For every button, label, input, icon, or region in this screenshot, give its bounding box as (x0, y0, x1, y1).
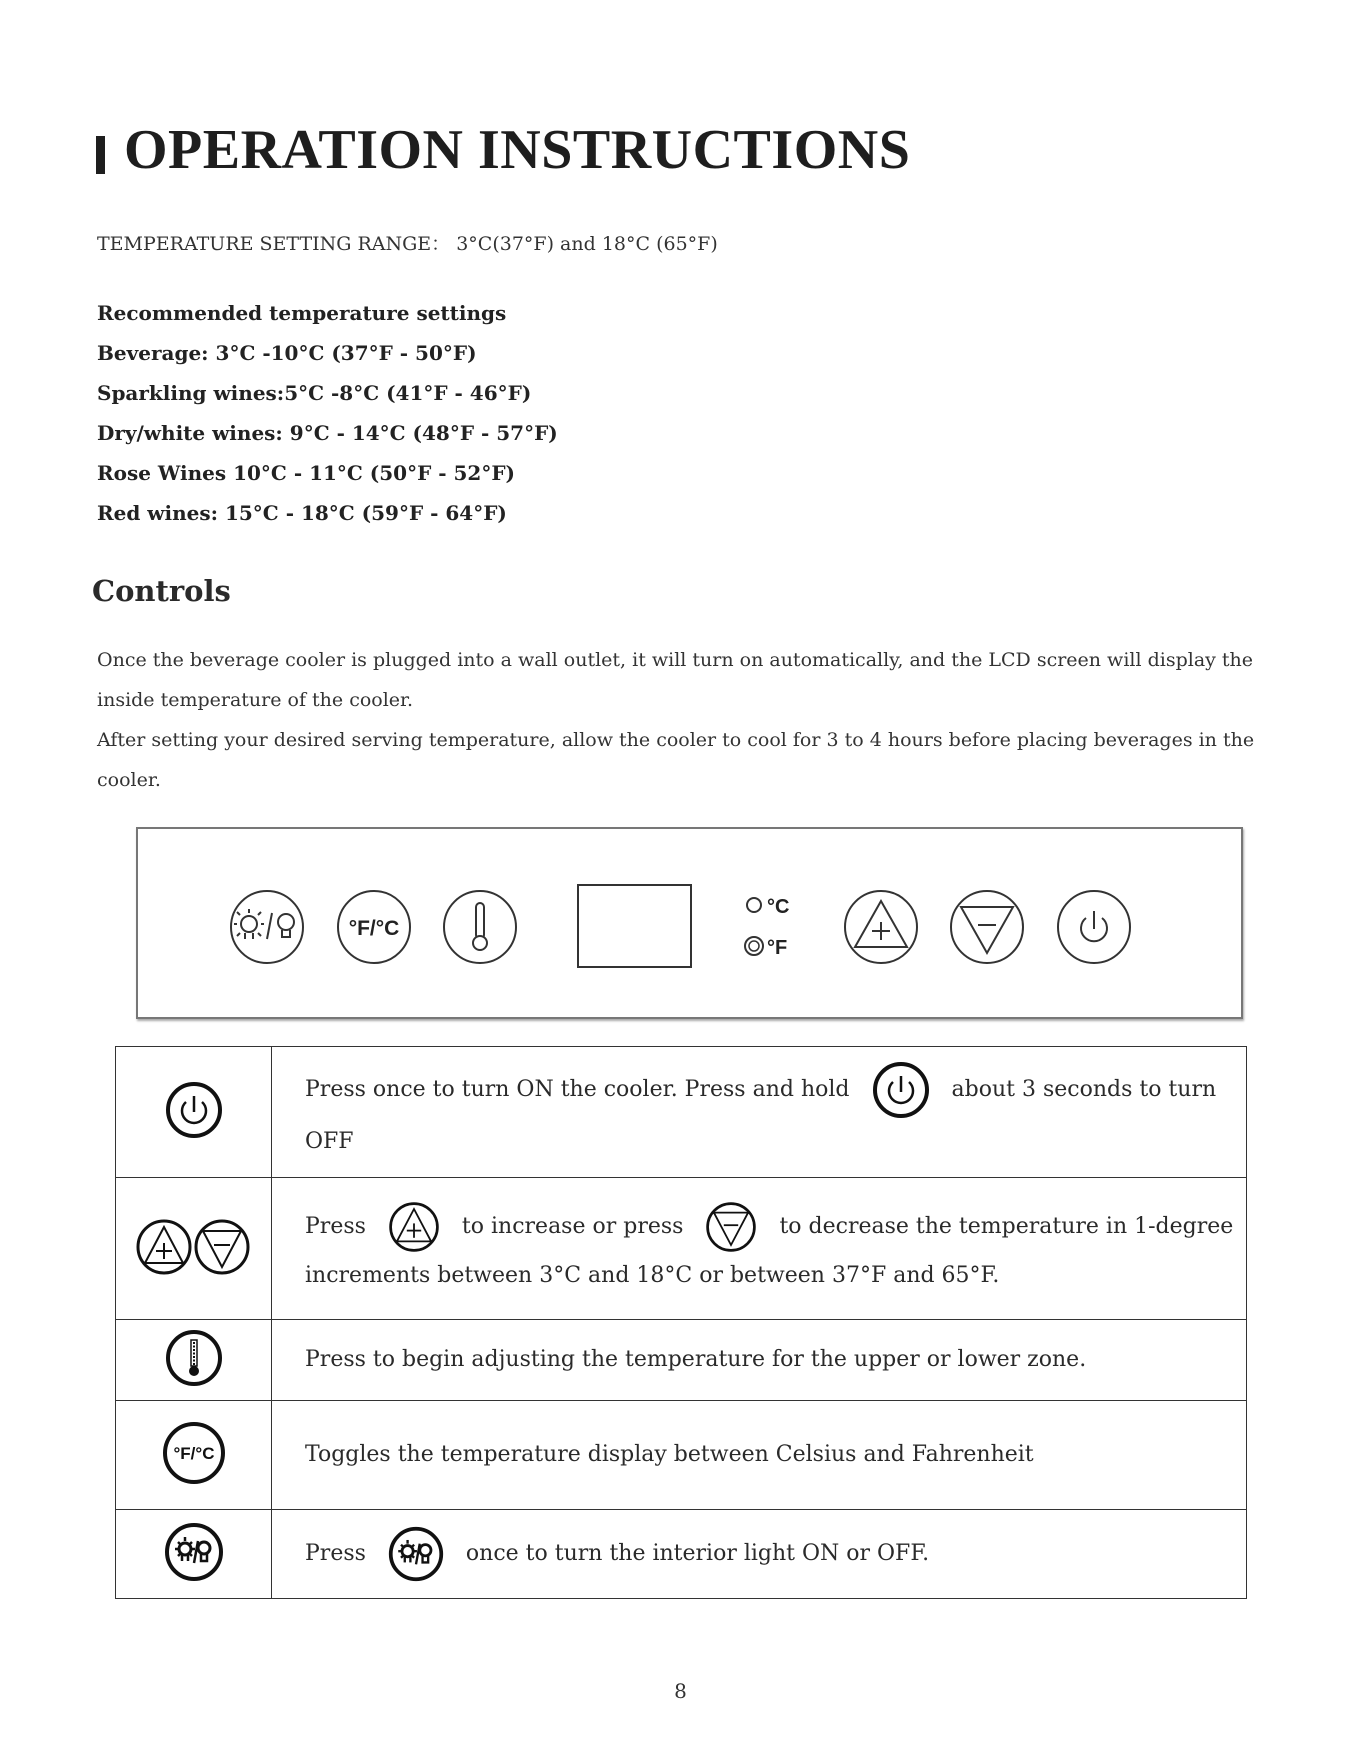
thermometer-icon (164, 1328, 224, 1388)
controls-heading: Controls (92, 574, 231, 608)
minus-icon (196, 1221, 248, 1273)
temperature-range: TEMPERATURE SETTING RANGE： 3°C(37°F) and 18°C (65°F) (97, 233, 718, 255)
table-row (116, 1401, 1247, 1510)
plus-icon (138, 1221, 190, 1273)
lcd-display (578, 885, 691, 967)
description-cell (272, 1178, 1247, 1320)
page-title (94, 118, 910, 182)
light-icon (231, 891, 303, 963)
table-row (116, 1047, 1247, 1178)
recommended-heading: Recommended temperature settings (97, 301, 507, 325)
description-cell (272, 1047, 1247, 1178)
recommended-item: Dry/white wines: 9°C - 14°C (48°F - 57°F) (97, 421, 558, 445)
fahrenheit-celsius-icon (161, 1420, 227, 1486)
light-icon (163, 1521, 225, 1583)
plus-icon (387, 1200, 441, 1254)
table-row (116, 1510, 1247, 1599)
fahrenheit-celsius-icon (338, 891, 410, 963)
page-number: 8 (674, 1679, 687, 1703)
power-icon (164, 1080, 224, 1140)
controls-text (97, 640, 1277, 800)
recommended-item: Sparkling wines:5°C -8°C (41°F - 46°F) (97, 381, 532, 405)
power-icon (871, 1060, 931, 1120)
description-cell: Toggles the temperature display between Celsius and Fahrenheit (272, 1401, 1247, 1510)
table-row (116, 1320, 1247, 1401)
description-cell (272, 1510, 1247, 1599)
icon-cell (116, 1047, 272, 1178)
icon-cell (116, 1510, 272, 1599)
up-down-icons (134, 1217, 254, 1277)
unit-celsius: °C (767, 896, 790, 918)
recommended-item: Rose Wines 10°C - 11°C (50°F - 52°F) (97, 461, 516, 485)
controls-paragraph: After setting your desired serving temperature, allow the cooler to cool for 3 to 4 hours before placing beverages in the cooler. (97, 729, 1255, 791)
light-text-before: Press (305, 1541, 366, 1566)
recommended-item: Beverage: 3°C -10°C (37°F - 50°F) (97, 341, 477, 365)
light-text-after: once to turn the interior light ON or OFF. (465, 1541, 930, 1566)
table-row (116, 1178, 1247, 1320)
unit-fahrenheit: °F (767, 937, 788, 959)
page-title-text: OPERATION INSTRUCTIONS (124, 119, 911, 181)
power-text-after: about 3 seconds to turn OFF (305, 1077, 1217, 1154)
description-cell: Press to begin adjusting the temperature for the upper or lower zone. (272, 1320, 1247, 1401)
controls-legend-table (115, 1046, 1247, 1599)
updown-text2: to increase or press (461, 1213, 684, 1239)
recommended-settings (97, 300, 558, 540)
light-icon (387, 1525, 445, 1583)
fc-label: °F/°C (173, 1444, 214, 1463)
thermometer-icon (444, 891, 516, 963)
icon-cell (116, 1320, 272, 1401)
updown-text1: Press (305, 1213, 366, 1239)
unit-indicators (745, 896, 789, 959)
control-panel-diagram (136, 827, 1243, 1019)
power-text-before: Press once to turn ON the cooler. Press and hold (305, 1077, 850, 1102)
updown-text3: to decrease the temperature in 1-degree increments between 3°C and 18°C or between 37°F and 65°F. (305, 1213, 1234, 1288)
fc-label: °F/°C (348, 917, 400, 940)
controls-paragraph: Once the beverage cooler is plugged into a wall outlet, it will turn on automatically, and the LCD screen will display the inside temperature of the cooler. (97, 649, 1254, 711)
power-icon (1058, 891, 1130, 963)
plus-icon (845, 891, 917, 963)
recommended-item: Red wines: 15°C - 18°C (59°F - 64°F) (97, 501, 507, 525)
icon-cell (116, 1401, 272, 1510)
icon-cell (116, 1178, 272, 1320)
minus-icon (951, 891, 1023, 963)
minus-icon (704, 1200, 758, 1254)
